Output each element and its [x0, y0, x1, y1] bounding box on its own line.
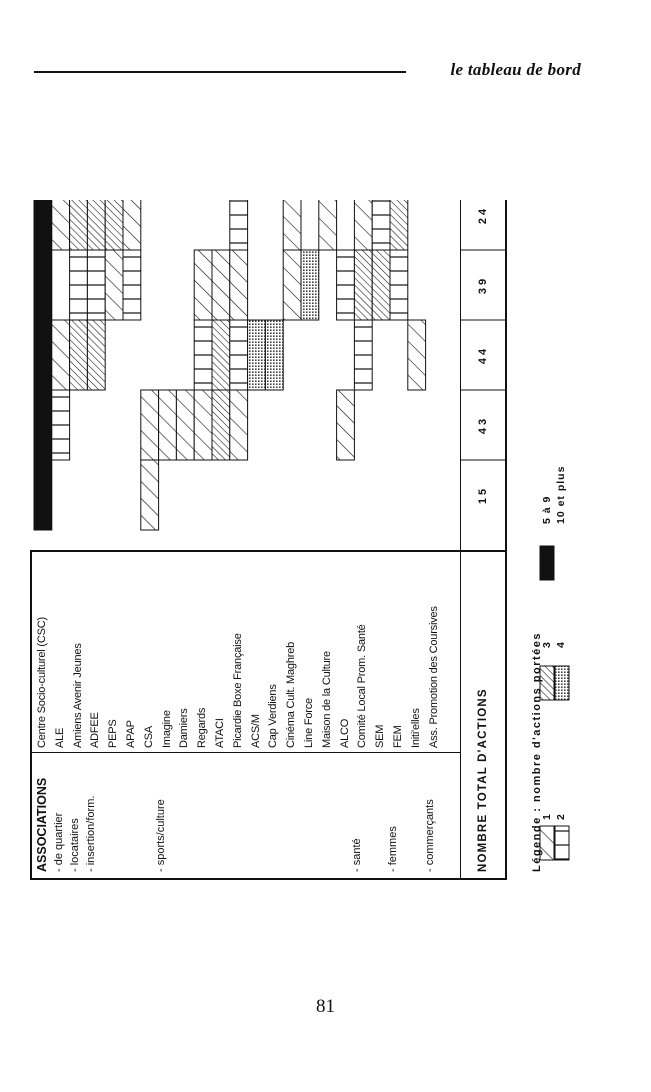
cell-level-3 [390, 200, 408, 250]
category-femmes: - femmes [387, 826, 399, 872]
legend-value-2: 2 [555, 813, 567, 820]
table-left-rule [30, 878, 505, 880]
cell-level-2 [123, 250, 141, 320]
cell-level-3 [372, 250, 390, 320]
names-divider [30, 550, 505, 552]
header-rule [34, 71, 406, 73]
association-name: Line Force [303, 698, 315, 748]
cell-level-4 [248, 320, 266, 390]
association-name: ALE [53, 727, 66, 748]
cell-level-1 [319, 200, 337, 250]
table-bottom-rule [505, 200, 507, 880]
cell-level-1 [337, 390, 355, 460]
cell-level-2 [354, 320, 372, 390]
association-name: Cinéma Cult. Maghreb [285, 641, 298, 748]
legend-value-4: 4 [555, 641, 567, 648]
running-header-title: le tableau de bord [450, 60, 581, 79]
association-name: Picardie Boxe Française [231, 633, 244, 748]
cell-level-5 [34, 200, 52, 250]
cell-level-2 [70, 250, 88, 320]
association-name: ADFEE [89, 712, 102, 748]
cell-level-1 [52, 200, 70, 250]
legend-value-5-9: 5 à 9 [541, 495, 553, 524]
association-name: Regards [196, 707, 209, 748]
legend-swatch-4 [555, 666, 569, 700]
association-name: SEM [374, 724, 387, 748]
total-actions-label: NOMBRE TOTAL D'ACTIONS [477, 688, 489, 872]
cell-level-2 [52, 390, 70, 460]
cell-level-3 [212, 320, 230, 390]
cell-level-2 [390, 250, 408, 320]
cell-level-2 [230, 200, 248, 250]
total-value: 24 [477, 205, 489, 225]
legend-value-10-plus: 10 et plus [555, 465, 567, 524]
category-commercants: - commerçants [424, 799, 436, 872]
association-name: Amiens Avenir Jeunes [71, 643, 84, 748]
cell-level-1 [230, 390, 248, 460]
cell-level-1 [283, 250, 301, 320]
category-insertion: - insertion/form. [85, 795, 97, 872]
cell-level-3 [70, 200, 88, 250]
total-value: 15 [477, 485, 489, 505]
cell-level-2 [372, 200, 390, 250]
association-name: Maison de la Culture [320, 651, 333, 748]
cell-level-1 [194, 250, 212, 320]
association-name: Imagine [160, 710, 173, 748]
cell-level-3 [105, 200, 123, 250]
category-sante: - santé [351, 838, 363, 872]
cell-level-1 [354, 200, 372, 250]
cell-level-1 [230, 250, 248, 320]
cell-level-3 [87, 320, 105, 390]
association-name: Damiers [178, 708, 191, 748]
association-name: CSA [142, 725, 155, 748]
cell-level-1 [159, 390, 177, 460]
association-name: Centre Socio-culturel (CSC) [36, 617, 48, 748]
legend-label: Légende : nombre d'actions portées [531, 631, 543, 872]
cell-level-4 [301, 250, 319, 320]
cell-level-1 [176, 390, 194, 460]
category-sports-culture: - sports/culture [155, 799, 167, 872]
cell-level-1 [141, 390, 159, 460]
cell-level-1 [283, 200, 301, 250]
legend-swatch-2 [555, 826, 569, 860]
cell-level-3 [87, 200, 105, 250]
association-name: PEPS [107, 719, 120, 748]
cell-level-1 [408, 320, 426, 390]
cell-level-1 [105, 250, 123, 320]
legend-swatch-5 [540, 546, 554, 580]
category-locataires: - locataires [69, 818, 81, 872]
association-name: Ass. Promotion des Coursives [427, 606, 440, 748]
legend-value-3: 3 [541, 641, 553, 648]
totals-divider [460, 200, 461, 880]
association-name: Cap Verdiens [267, 684, 280, 748]
total-value: 43 [477, 415, 489, 435]
association-name: Comité Local Prom. Santé [356, 624, 369, 748]
total-value: 39 [477, 275, 489, 295]
association-name: ALCO [338, 718, 351, 748]
association-name: ATACI [214, 718, 226, 748]
cell-level-3 [212, 390, 230, 460]
cell-level-2 [230, 320, 248, 390]
total-value: 44 [477, 345, 489, 365]
cell-level-5 [34, 460, 52, 530]
category-divider [30, 752, 460, 753]
table-top-rule [30, 550, 32, 880]
cell-level-1 [212, 250, 230, 320]
cell-level-1 [194, 390, 212, 460]
association-name: FEM [392, 725, 404, 748]
page-number: 81 [316, 996, 335, 1017]
cell-level-3 [70, 320, 88, 390]
cell-level-2 [337, 250, 355, 320]
cell-level-5 [34, 250, 52, 320]
legend-value-1: 1 [541, 813, 553, 820]
cell-level-1 [123, 200, 141, 250]
rotated-table [30, 200, 590, 880]
cell-level-5 [34, 390, 52, 460]
cell-level-1 [52, 320, 70, 390]
category-de-quartier: - de quartier [53, 812, 65, 872]
cell-level-5 [34, 320, 52, 390]
association-name: APAP [125, 720, 137, 748]
association-name: Initi'elles [409, 708, 422, 748]
associations-heading: ASSOCIATIONS [35, 777, 49, 872]
cell-level-3 [354, 250, 372, 320]
cell-level-4 [265, 320, 283, 390]
cell-level-2 [194, 320, 212, 390]
association-name: ACS/M [249, 714, 262, 748]
cell-level-1 [141, 460, 159, 530]
cell-level-2 [87, 250, 105, 320]
